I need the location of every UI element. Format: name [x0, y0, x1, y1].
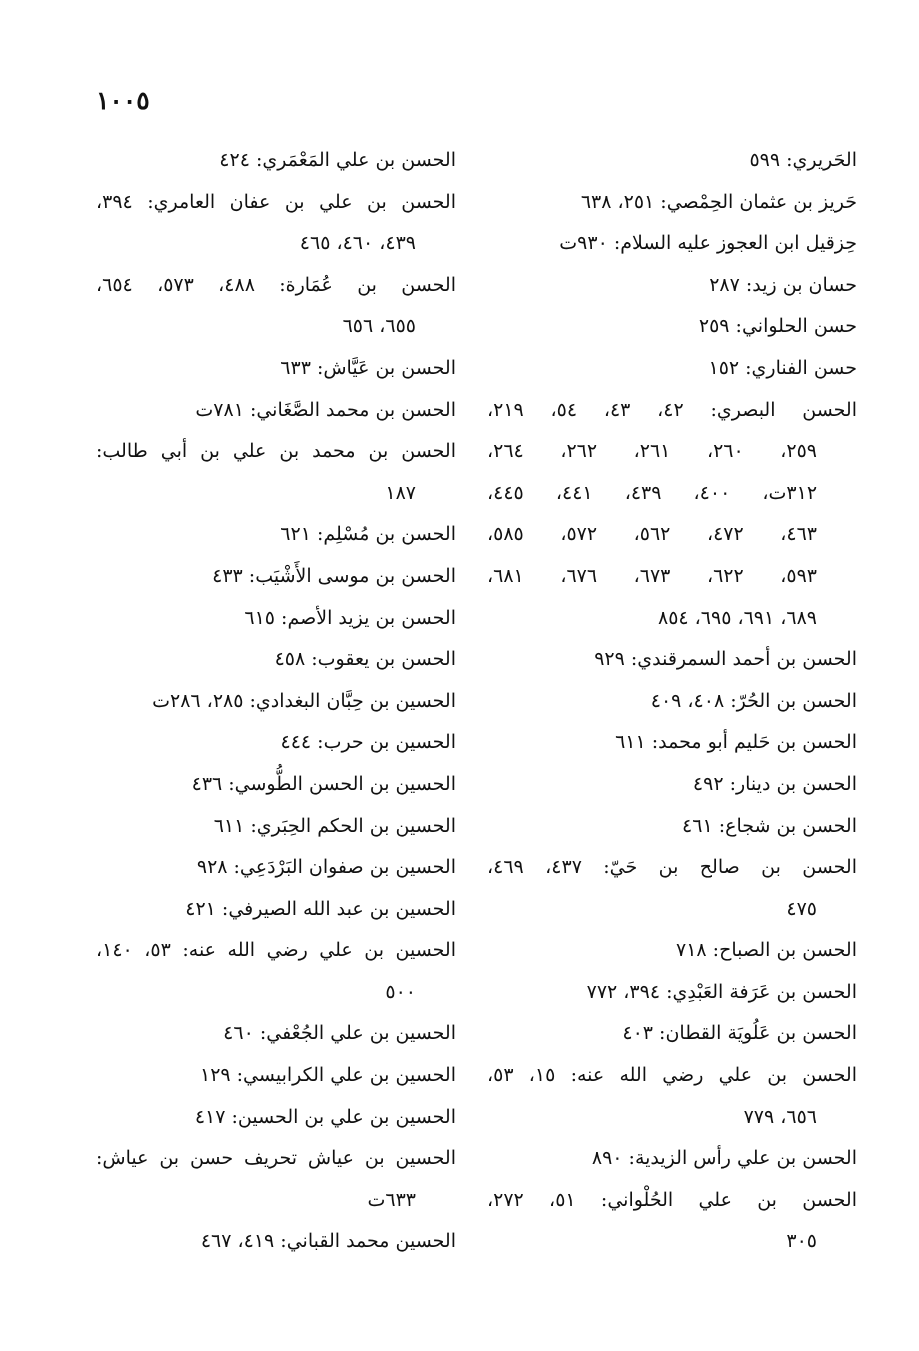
index-entry: حسن الفناري: ١٥٢ — [708, 356, 857, 379]
index-entry: الحسن بن شجاع: ٤٦١ — [682, 814, 857, 837]
index-entry: الحسين بن حِبَّان البغدادي: ٢٨٥، ٢٨٦ت — [152, 689, 456, 712]
index-entry: حِزقيل ابن العجوز عليه السلام: ٩٣٠ت — [559, 232, 857, 255]
index-entry: ٥٠٠ — [385, 980, 416, 1003]
index-entry: الحسن بن أحمد السمرقندي: ٩٢٩ — [594, 648, 857, 671]
index-entry: ٣٠٥ — [786, 1230, 817, 1253]
index-entry: ٢٥٩، ٢٦٠، ٢٦١، ٢٦٢، ٢٦٤، — [487, 440, 818, 463]
index-entry: الحسن بن علي رأس الزيدية: ٨٩٠ — [591, 1147, 857, 1170]
index-entry: ٦٥٥، ٦٥٦ — [342, 315, 416, 338]
index-entry: ٦٣٣ت — [367, 1188, 416, 1211]
index-entry: ٤٣٩، ٤٦٠، ٤٦٥ — [299, 232, 416, 255]
index-entry: حَريز بن عثمان الحِمْصي: ٢٥١، ٦٣٨ — [580, 190, 857, 213]
index-entry: ١٨٧ — [385, 481, 416, 504]
index-entry: الحسين بن عبد الله الصيرفي: ٤٢١ — [185, 897, 456, 920]
index-entry: الحسن بن محمد بن علي بن أبي طالب: — [96, 440, 456, 463]
index-entry: الحسين بن صفوان البَرْدَعِي: ٩٢٨ — [196, 856, 456, 879]
index-entry: الحسين بن حرب: ٤٤٤ — [280, 731, 456, 754]
index-entry: الحسين بن الحسن الطُّوسي: ٤٣٦ — [191, 772, 456, 795]
index-entry: الحسن بن عَيَّاش: ٦٣٣ — [280, 356, 456, 379]
index-entry: حسن الحلواني: ٢٥٩ — [698, 315, 857, 338]
index-entry: ٦٨٩، ٦٩١، ٦٩٥، ٨٥٤ — [657, 606, 817, 629]
index-entry: الحسين بن علي رضي الله عنه: ٥٣، ١٤٠، — [96, 939, 457, 962]
index-entry: الحسن بن دينار: ٤٩٢ — [692, 772, 857, 795]
index-entry: الحسن بن علي رضي الله عنه: ١٥، ٥٣، — [487, 1064, 858, 1087]
index-entry: الحسن بن يزيد الأصم: ٦١٥ — [244, 606, 456, 629]
index-entry: ٣١٢ت، ٤٠٠، ٤٣٩، ٤٤١، ٤٤٥، — [487, 481, 818, 504]
index-entry: الحسن بن موسى الأَشْيَب: ٤٣٣ — [212, 564, 456, 587]
index-entry: ٥٩٣، ٦٢٢، ٦٧٣، ٦٧٦، ٦٨١، — [487, 564, 818, 587]
index-entry: الحسن بن عُمَارة: ٤٨٨، ٥٧٣، ٦٥٤، — [96, 273, 457, 296]
index-entry: الحسن البصري: ٤٢، ٤٣، ٥٤، ٢١٩، — [487, 398, 857, 421]
index-entry: ٦٥٦، ٧٧٩ — [743, 1105, 817, 1128]
index-entry: ٤٦٣، ٤٧٢، ٥٦٢، ٥٧٢، ٥٨٥، — [487, 523, 818, 546]
index-entry: الحسين بن عياش تحريف حسن بن عياش: — [96, 1147, 456, 1170]
index-entry: الحسن بن علي المَعْمَري: ٤٢٤ — [219, 149, 456, 171]
index-entry: الحسين بن علي الجُعْفي: ٤٦٠ — [223, 1022, 456, 1045]
index-column-left — [96, 140, 456, 1263]
index-entry: الحسن بن الحُرّ: ٤٠٨، ٤٠٩ — [650, 689, 857, 712]
index-entry: الحسن بن محمد الصَّغَاني: ٧٨١ت — [195, 398, 456, 421]
index-entry: الحسن بن علي الحُلْواني: ٥١، ٢٧٢، — [487, 1188, 857, 1211]
page-number: ١٠٠٥ — [96, 86, 150, 115]
index-entry: الحسن بن عَرَفة العَبْدِي: ٣٩٤، ٧٧٢ — [586, 980, 857, 1003]
index-entry: الحسن بن علي بن عفان العامري: ٣٩٤، — [96, 190, 456, 213]
index-entry: الحسن بن مُسْلِم: ٦٢١ — [280, 523, 456, 546]
index-entry: الحسن بن الصباح: ٧١٨ — [676, 939, 857, 962]
index-entry: الحسن بن عَلُويَة القطان: ٤٠٣ — [622, 1022, 857, 1045]
index-entry: حسان بن زيد: ٢٨٧ — [709, 273, 857, 296]
index-entry: الحسين محمد القباني: ٤١٩، ٤٦٧ — [200, 1230, 456, 1253]
index-entry: الحسين بن علي بن الحسين: ٤١٧ — [194, 1105, 456, 1128]
index-entry: الحسن بن صالح بن حَيّ: ٤٣٧، ٤٦٩، — [487, 856, 858, 879]
index-entry: الحسين بن علي الكرابيسي: ١٢٩ — [199, 1064, 456, 1087]
index-entry: الحسن بن يعقوب: ٤٥٨ — [274, 648, 456, 671]
index-entry: ٤٧٥ — [786, 897, 817, 920]
index-entry: الحسين بن الحكم الحِبَري: ٦١١ — [213, 814, 456, 837]
index-entry: الحَريري: ٥٩٩ — [749, 149, 857, 171]
index-entry: الحسن بن حَليم أبو محمد: ٦١١ — [615, 731, 857, 754]
index-column-right — [487, 140, 857, 1263]
